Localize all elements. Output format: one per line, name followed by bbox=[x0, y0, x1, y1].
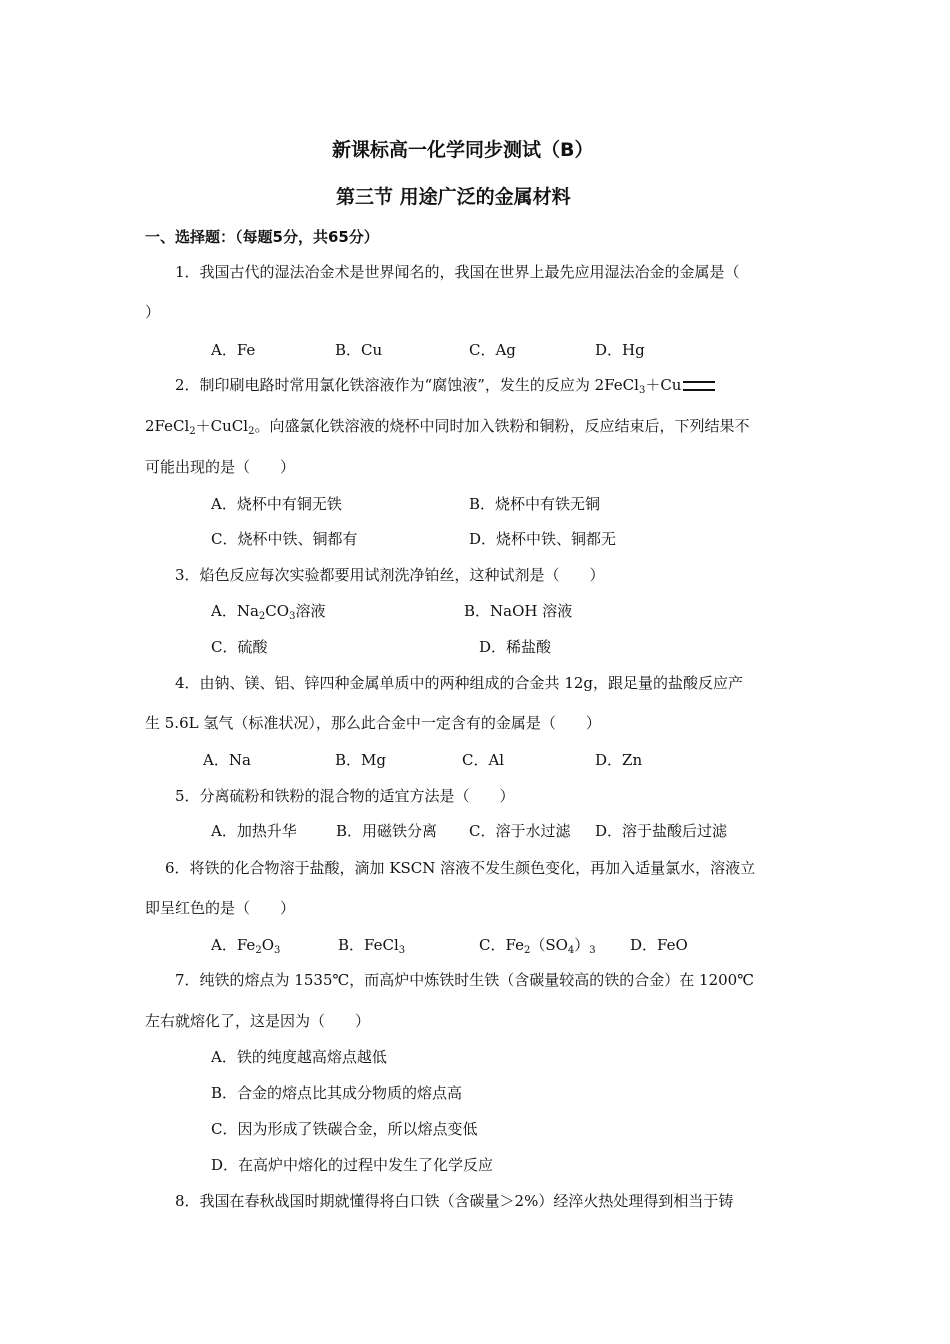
page-title: 新课标高一化学同步测试（B） bbox=[332, 139, 594, 161]
q2-sub-b: 2 bbox=[189, 426, 196, 437]
q1-option-a: A．Fe bbox=[211, 341, 256, 359]
q3-a-sub2: 3 bbox=[289, 611, 296, 622]
q4-option-b: B．Mg bbox=[335, 751, 386, 769]
q7-option-a: A．铁的纯度越高熔点越低 bbox=[211, 1048, 387, 1066]
section-heading: 一、选择题：（每题5分，共65分） bbox=[145, 228, 379, 246]
page-subtitle: 第三节 用途广泛的金属材料 bbox=[336, 186, 571, 208]
question-4-stem: 4．由钠、镁、铝、锌四种金属单质中的两种组成的合金共 12g，跟足量的盐酸反应产 bbox=[175, 674, 744, 692]
question-1-stem: 1．我国古代的湿法冶金术是世界闻名的，我国在世界上最先应用湿法冶金的金属是（ bbox=[175, 263, 740, 281]
q3-option-c: C．硫酸 bbox=[211, 638, 268, 656]
q6-option-a bbox=[211, 935, 280, 955]
q1-option-b: B．Cu bbox=[335, 341, 383, 359]
q2-text-d: ＋CuCl bbox=[195, 417, 249, 435]
q4-option-d: D．Zn bbox=[595, 751, 643, 769]
q2-option-a: A．烧杯中有铜无铁 bbox=[211, 495, 342, 513]
q3-a-text3: 溶液 bbox=[295, 602, 326, 620]
q2-option-b: B．烧杯中有铁无铜 bbox=[469, 495, 601, 513]
question-7-stem: 7．纯铁的熔点为 1535℃，而高炉中炼铁时生铁（含碳量较高的铁的合金）在 1200℃ bbox=[175, 971, 754, 989]
question-6-stem-cont: 即呈红色的是（ ） bbox=[145, 899, 296, 917]
question-7-stem-cont: 左右就熔化了，这是因为（ ） bbox=[145, 1012, 371, 1030]
question-6-stem: 6．将铁的化合物溶于盐酸，滴加 KSCN 溶液不发生颜色变化，再加入适量氯水，溶液立 bbox=[165, 859, 756, 877]
q5-option-d: D．溶于盐酸后过滤 bbox=[595, 822, 728, 840]
question-2-stem bbox=[175, 375, 715, 395]
question-2-stem-cont bbox=[145, 416, 749, 436]
q5-option-c: C．溶于水过滤 bbox=[469, 822, 571, 840]
q2-text-a: 2．制印刷电路时常用氯化铁溶液作为“腐蚀液”，发生的反应为 2FeCl bbox=[175, 376, 639, 394]
q6-c-text1: C．Fe bbox=[479, 936, 524, 954]
q3-a-sub1: 2 bbox=[258, 611, 266, 622]
q7-option-d: D．在高炉中熔化的过程中发生了化学反应 bbox=[211, 1156, 494, 1174]
q2-sub-a: 3 bbox=[638, 385, 646, 396]
q6-c-text3: ） bbox=[574, 936, 590, 954]
q6-option-b bbox=[338, 935, 405, 955]
q2-text-e: 。向盛氯化铁溶液的烧杯中同时加入铁粉和铜粉，反应结束后，下列结果不 bbox=[254, 417, 750, 435]
q6-c-sub3: 3 bbox=[589, 945, 596, 956]
q2-text-c: 2FeCl bbox=[145, 417, 190, 435]
q6-a-sub1: 2 bbox=[255, 945, 262, 956]
question-1-stem-cont: ） bbox=[145, 303, 161, 321]
q3-option-d: D．稀盐酸 bbox=[479, 638, 552, 656]
q6-c-text2: （SO bbox=[530, 936, 568, 954]
q6-c-sub2: 4 bbox=[567, 945, 575, 956]
question-3-stem: 3．焰色反应每次实验都要用试剂洗净铂丝，这种试剂是（ ） bbox=[175, 566, 605, 584]
q3-a-text2: CO bbox=[265, 602, 290, 620]
q4-option-c: C．Al bbox=[462, 751, 505, 769]
q7-option-c: C．因为形成了铁碳合金，所以熔点变低 bbox=[211, 1120, 478, 1138]
q5-option-b: B．用磁铁分离 bbox=[336, 822, 438, 840]
equals-sign-icon bbox=[683, 381, 715, 391]
question-8-stem: 8．我国在春秋战国时期就懂得将白口铁（含碳量＞2%）经淬火热处理得到相当于铸 bbox=[175, 1192, 734, 1210]
q6-b-text1: B．FeCl bbox=[338, 936, 399, 954]
q6-a-text2: O bbox=[261, 936, 274, 954]
q6-a-text1: A．Fe bbox=[211, 936, 256, 954]
q1-option-c: C．Ag bbox=[469, 341, 516, 359]
q5-option-a: A．加热升华 bbox=[211, 822, 297, 840]
q2-text-b: ＋Cu bbox=[645, 376, 682, 394]
q6-a-sub2: 3 bbox=[274, 945, 281, 956]
q4-option-a: A．Na bbox=[203, 751, 251, 769]
q3-option-b: B．NaOH 溶液 bbox=[464, 602, 573, 620]
q2-sub-c: 2 bbox=[248, 426, 255, 437]
q6-option-d: D．FeO bbox=[630, 936, 688, 954]
q7-option-b: B．合金的熔点比其成分物质的熔点高 bbox=[211, 1084, 463, 1102]
q3-a-text1: A．Na bbox=[211, 602, 259, 620]
q2-option-d: D．烧杯中铁、铜都无 bbox=[469, 530, 617, 548]
q6-b-sub: 3 bbox=[398, 945, 406, 956]
q6-c-sub1: 2 bbox=[523, 945, 531, 956]
q2-option-c: C．烧杯中铁、铜都有 bbox=[211, 530, 358, 548]
question-4-stem-cont: 生 5.6L 氢气（标准状况），那么此合金中一定含有的金属是（ ） bbox=[145, 714, 601, 732]
q3-option-a bbox=[211, 601, 325, 621]
q1-option-d: D．Hg bbox=[595, 341, 645, 359]
question-5-stem: 5．分离硫粉和铁粉的混合物的适宜方法是（ ） bbox=[175, 787, 515, 805]
q6-option-c bbox=[479, 935, 596, 955]
question-2-stem-end: 可能出现的是（ ） bbox=[145, 458, 296, 476]
